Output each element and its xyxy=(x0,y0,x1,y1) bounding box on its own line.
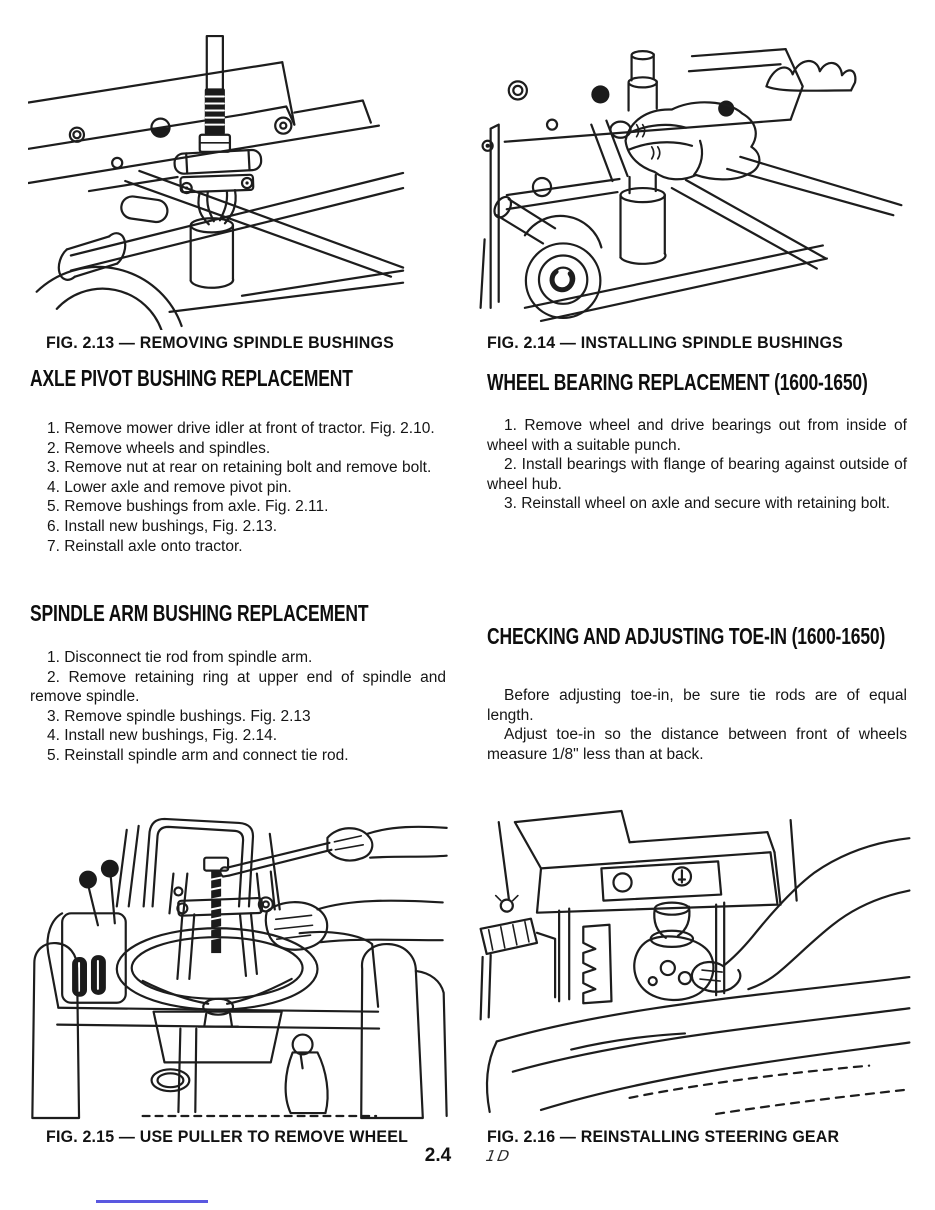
paragraph: Before adjusting toe-in, be sure tie rods are of equal length. xyxy=(487,687,907,724)
axle-pivot-heading: AXLE PIVOT BUSHING REPLACEMENT xyxy=(30,365,353,391)
step-item: 3. Remove spindle bushings. Fig. 2.13 xyxy=(47,707,311,725)
figure-2-16-drawing xyxy=(478,808,912,1120)
step-item: 3. Remove nut at rear on retaining bolt and remove bolt. xyxy=(47,459,432,477)
step-item: 5. Reinstall spindle arm and connect tie rod. xyxy=(47,746,349,764)
page-number: 2.4 xyxy=(424,1145,452,1166)
step-item: 1. Remove wheel and drive bearings out from inside of wheel with a suitable punch. xyxy=(487,417,907,454)
step-item: 1. Remove mower drive idler at front of tractor. Fig. 2.10. xyxy=(47,420,435,437)
figure-2-14-caption: FIG. 2.14 — INSTALLING SPINDLE BUSHINGS xyxy=(487,333,843,352)
figure-2-16-caption: FIG. 2.16 — REINSTALLING STEERING GEAR xyxy=(487,1127,840,1146)
step-item: 7. Reinstall axle onto tractor. xyxy=(47,537,243,555)
toe-in-heading: CHECKING AND ADJUSTING TOE-IN (1600-1650) xyxy=(487,623,886,649)
step-item: 2. Remove retaining ring at upper end of spindle and remove spindle. xyxy=(30,668,446,706)
step-item: 3. Reinstall wheel on axle and secure with retaining bolt. xyxy=(504,495,891,513)
figure-2-15-drawing xyxy=(28,812,452,1120)
figure-2-13-drawing xyxy=(28,28,452,330)
handwritten-mark: 1D xyxy=(484,1147,513,1165)
figure-2-13-caption: FIG. 2.13 — REMOVING SPINDLE BUSHINGS xyxy=(46,333,394,352)
toe-in-paragraphs xyxy=(487,686,907,764)
figure-2-15-caption: FIG. 2.15 — USE PULLER TO REMOVE WHEEL xyxy=(46,1127,409,1146)
spindle-arm-steps xyxy=(30,648,446,766)
wheel-bearing-steps xyxy=(487,416,907,514)
step-item: 2. Install bearings with flange of bearing against outside of wheel hub. xyxy=(487,456,907,493)
step-item: 4. Install new bushings, Fig. 2.14. xyxy=(47,727,278,745)
step-item: 5. Remove bushings from axle. Fig. 2.11. xyxy=(47,498,329,516)
step-item: 1. Disconnect tie rod from spindle arm. xyxy=(47,649,313,666)
wheel-bearing-heading: WHEEL BEARING REPLACEMENT (1600-1650) xyxy=(487,369,868,395)
figure-2-14-drawing xyxy=(478,28,912,330)
step-item: 6. Install new bushings, Fig. 2.13. xyxy=(47,517,278,535)
paragraph: Adjust toe-in so the distance between front of wheels measure 1/8" less than at back. xyxy=(487,726,907,763)
annotation-underline xyxy=(96,1200,208,1203)
step-item: 2. Remove wheels and spindles. xyxy=(47,439,271,457)
axle-pivot-steps xyxy=(30,419,446,556)
spindle-arm-heading: SPINDLE ARM BUSHING REPLACEMENT xyxy=(30,600,369,626)
step-item: 4. Lower axle and remove pivot pin. xyxy=(47,478,292,496)
